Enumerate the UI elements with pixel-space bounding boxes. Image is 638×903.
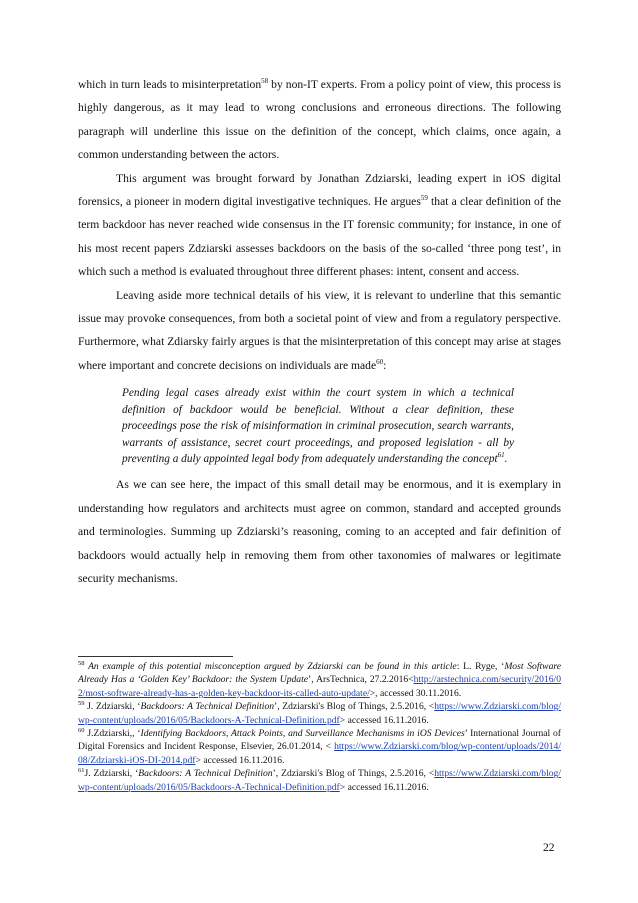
paragraph-text: by non-IT experts. From a policy point of view, this process is highly dangerous, as it may lead to wrong conclusions and erroneous directions. The following paragraph will underline this issue on the definition of the concept, which claims, once again, a common understanding between the actors. — [78, 78, 561, 162]
footnote-title: Backdoors: A Technical Definition — [140, 701, 275, 713]
quote-text: . — [504, 452, 508, 465]
paragraph-text: that a clear definition of the term backdoor has never reached wide consensus in the IT forensic community; for instance, in one of his most recent papers Zdziarski assesses backdoors on the basis of the so-called ‘three pong test’, in which such a method is evaluated throughout three different phases: intent, consent and access. — [78, 195, 562, 279]
footnote-text: : L. Ryge, ‘ — [456, 661, 505, 672]
footnote-text: J. Zdziarski, ‘ — [84, 701, 141, 713]
footnote-number: 59 — [78, 700, 85, 708]
footnote-text: J. Zdziarski, ‘ — [84, 768, 139, 780]
footnote-58 — [78, 660, 561, 700]
footnote-text: >, accessed 30.11.2016. — [369, 687, 462, 699]
paragraph-4: As we can see here, the impact of this small detail may be enormous, and it is exemplary in understanding how regulators and architects must agree on common, standard and accepted grounds and terminologies. Summing up Zdziarski’s reasoning, coming to an accepted and fair definition of backdoors would actually help in removing them from other taxonomies of malwares or legitimate security mechanisms. — [78, 478, 561, 585]
footnote-title: Identifying Backdoors, Attack Points, and Surveillance Mechanisms in iOS Devices — [140, 728, 465, 740]
footnote-60 — [78, 727, 561, 767]
paragraph-text: This argument was brought forward by Jonathan Zdziarski, leading expert in iOS digital forensics, a pioneer in modern digital investigative techniques. He argues — [78, 171, 561, 209]
page-number: 22 — [543, 841, 555, 854]
footnote-text: ’, Zdziarski's Blog of Things, 2.5.2016, < — [274, 701, 435, 713]
footnote-ref-60[interactable]: 60 — [376, 357, 384, 366]
paragraph-text: : — [383, 358, 387, 372]
paragraph-3 — [78, 284, 561, 378]
footnote-59 — [78, 700, 561, 727]
footnote-ref-58[interactable]: 58 — [261, 77, 269, 85]
footnote-link[interactable]: https://www.Zdziarski.com/blog/wp-content/uploads/2014/08/Zdziarski-iOS-DI-2014.pdf — [78, 741, 561, 766]
footnote-text: > accessed 16.11.2016. — [339, 781, 429, 793]
footnote-link[interactable]: http://arstechnica.com/security/2016/02/most-software-already-has-a-golden-key-backdoor-its-called-auto-update/ — [78, 674, 561, 699]
footnote-text: ’ International Journal of Digital Forensics and Incident Response, Elsevier, 26.01.2014, < — [78, 728, 561, 753]
footnote-ref-59[interactable]: 59 — [420, 194, 428, 203]
quote-text: Pending legal cases already exist within the court system in which a technical definition of backdoor would be beneficial. Without a clear definition, these proceedings pose the risk of misinformation in criminal prosecution, search warrants, warrants of assistance, secret court proceedings, and proposed legislation - all by preventing a duly appointed legal body from adequately understanding the concept — [122, 387, 514, 465]
footnote-text: > accessed 16.11.2016. — [339, 714, 429, 726]
footnote-number: 61 — [78, 767, 85, 775]
footnote-text: An example of this potential misconception argued by Zdziarski can be found in this article — [84, 661, 457, 672]
footnote-number: 60 — [78, 727, 85, 735]
paragraph-text: Leaving aside more technical details of his view, it is relevant to underline that this semantic issue may provoke consequences, from both a societal point of view and from a regulatory perspective. Furthermore, what Zdiarsky fairly argues is that the misinterpretation of this concept may arise at stages where important and concrete decisions on individuals are made — [78, 288, 561, 372]
footnote-title: Backdoors: A Technical Definition — [138, 768, 273, 780]
footnotes — [78, 660, 561, 794]
footnote-link[interactable]: https://www.Zdziarski.com/blog/wp-content/uploads/2016/05/Backdoors-A-Technical-Definition.pdf — [78, 768, 561, 793]
footnote-link[interactable]: https://www.Zdziarski.com/blog/wp-content/uploads/2016/05/Backdoors-A-Technical-Definition.pdf — [78, 701, 561, 726]
footnote-number: 58 — [78, 660, 85, 667]
footnote-separator — [78, 656, 233, 657]
paragraph-1 — [78, 73, 561, 167]
footnote-text: J.Zdziarski,, ‘ — [84, 728, 141, 740]
footnote-61 — [78, 767, 561, 794]
footnote-text: > accessed 16.11.2016. — [195, 754, 285, 766]
paragraph-2 — [78, 167, 561, 284]
footnote-text: ’, ArsTechnica, 27.2.2016< — [308, 674, 414, 686]
footnote-ref-61[interactable]: 61 — [497, 450, 505, 459]
footnote-title: Most Software Already Has a ‘Golden Key’ Backdoor: the System Update — [78, 661, 561, 686]
paragraph-text: which in turn leads to misinterpretation — [78, 78, 262, 91]
body-text — [78, 73, 561, 590]
block-quote — [122, 385, 514, 467]
footnote-text: ’, Zdziarski's Blog of Things, 2.5.2016, < — [272, 768, 435, 780]
